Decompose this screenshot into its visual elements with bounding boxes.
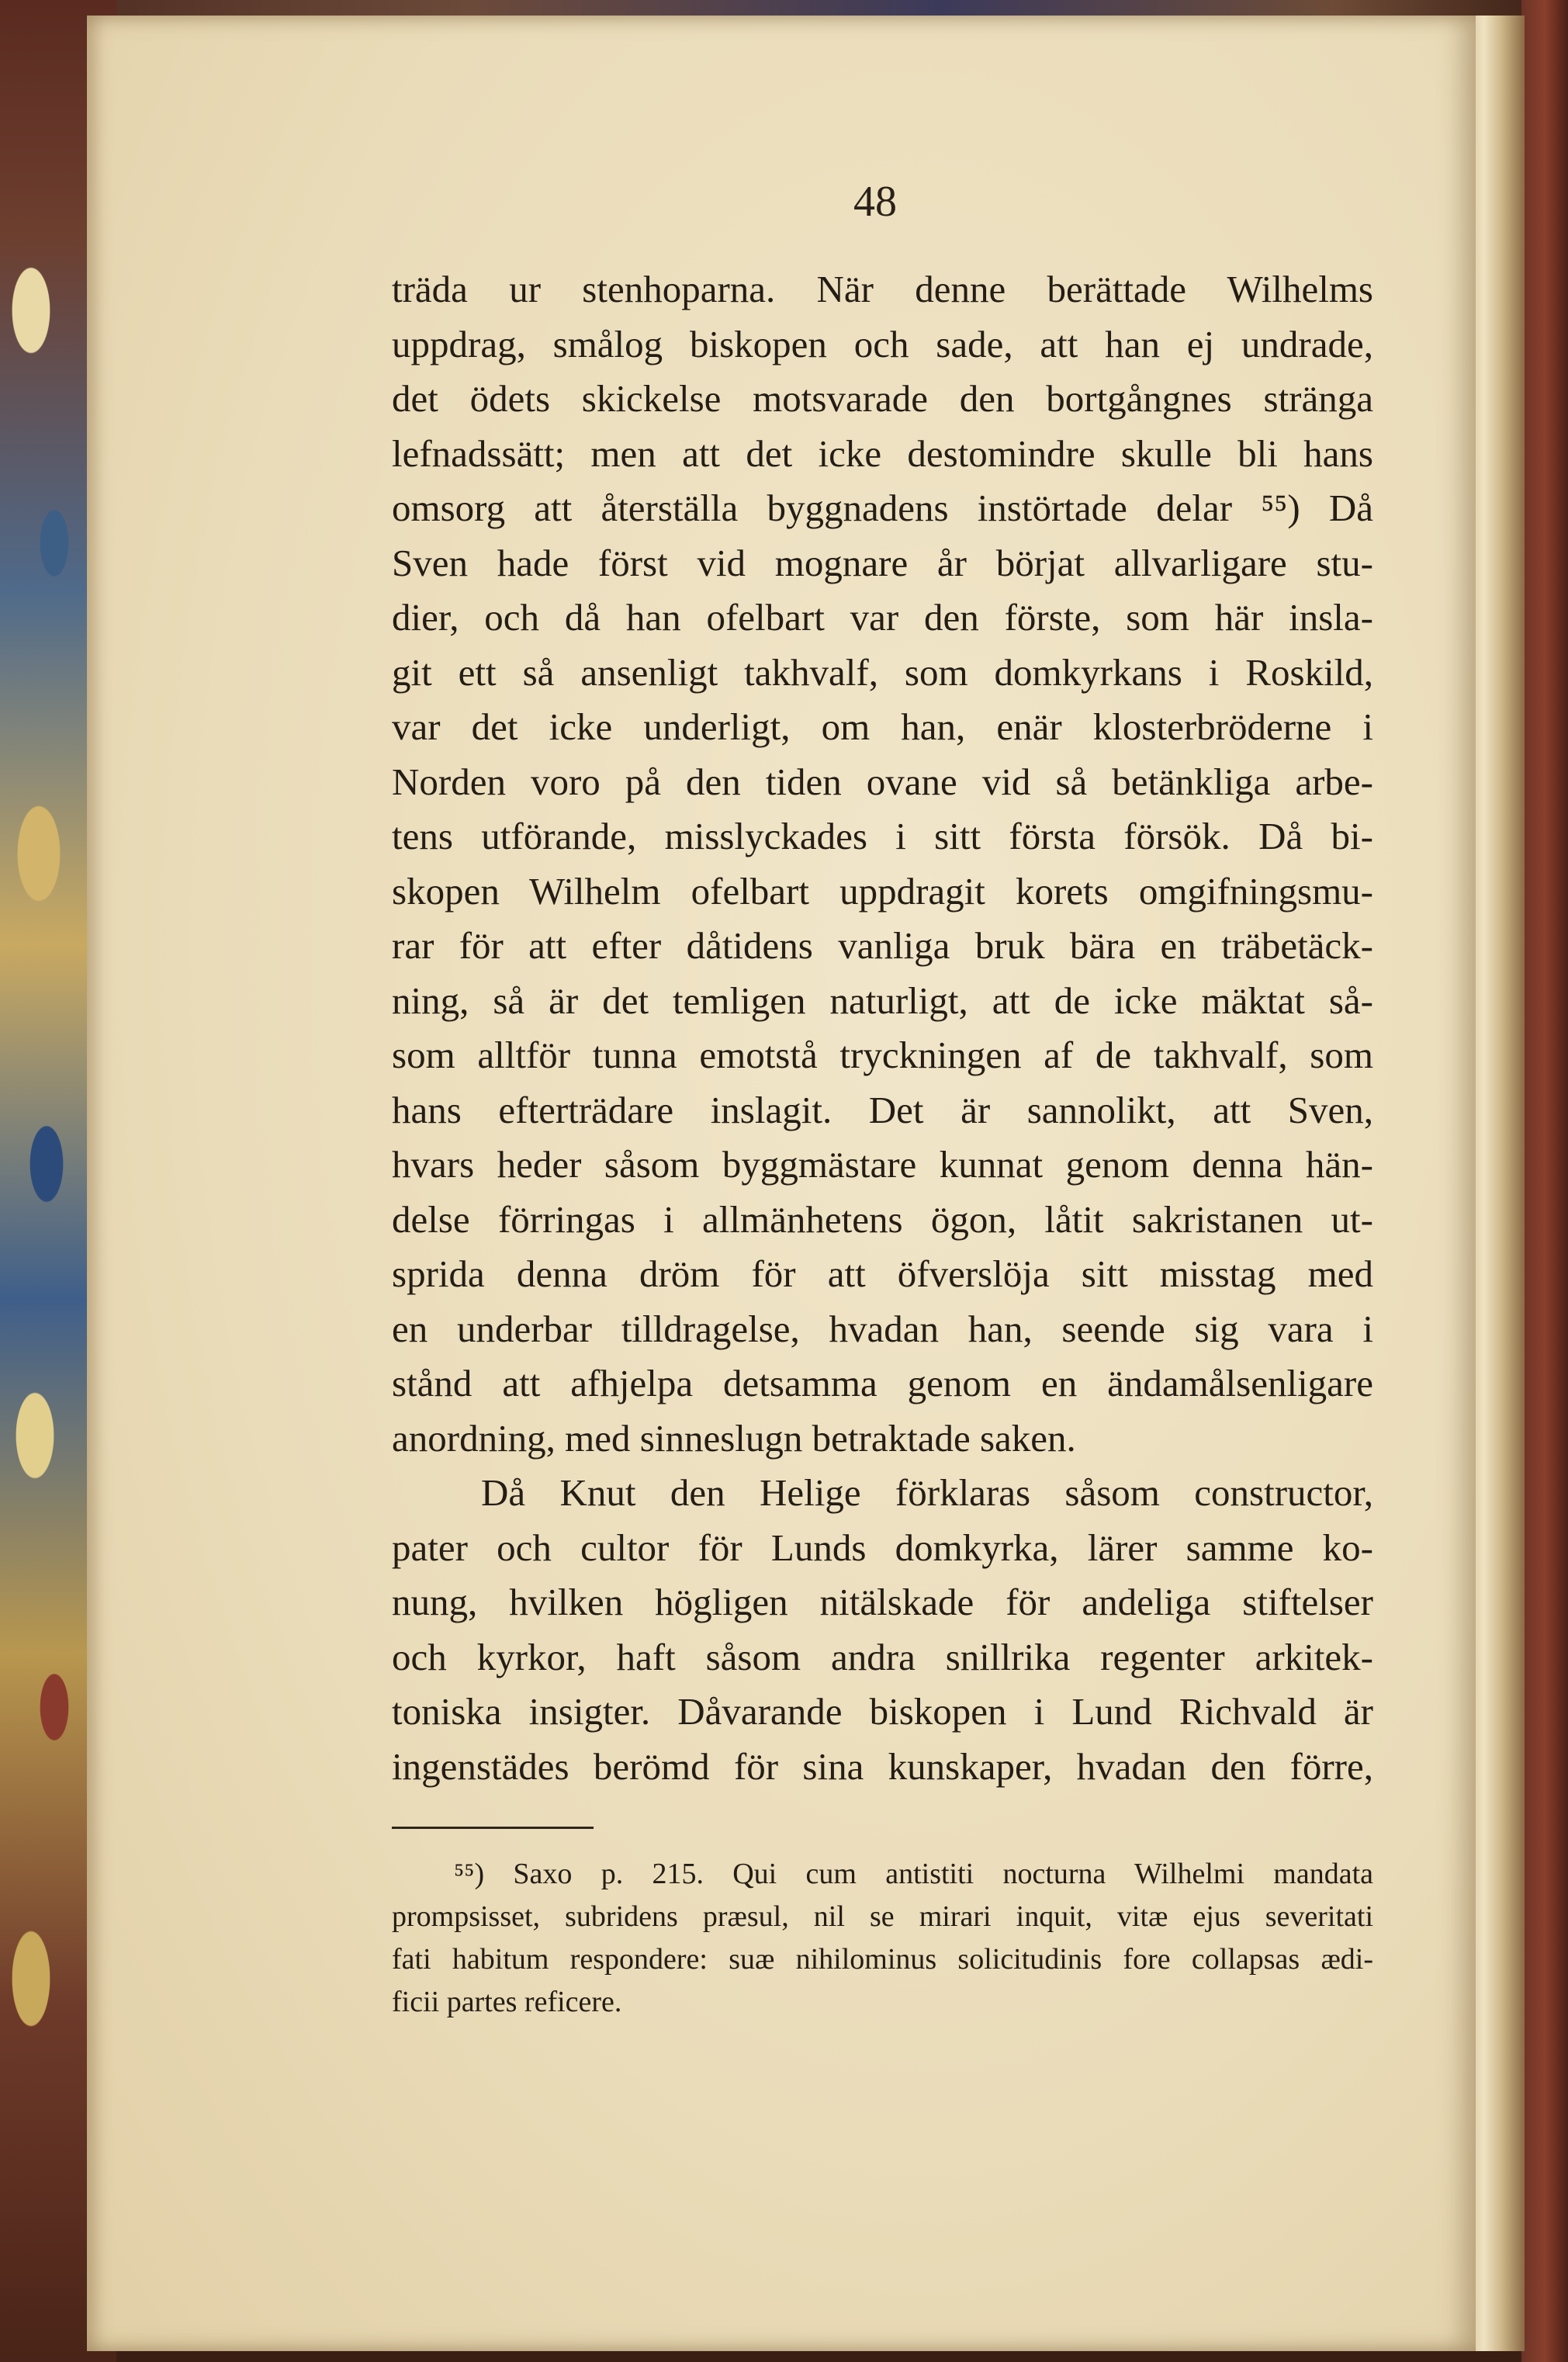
page-number: 48: [853, 178, 897, 226]
text-line: rar för att efter dåtidens vanliga bruk bära en träbetäck-: [392, 924, 1373, 967]
text-line: det ödets skickelse motsvarade den bortgångnes stränga: [392, 377, 1373, 420]
text-line: en underbar tilldragelse, hvadan han, seende sig vara i: [392, 1307, 1373, 1350]
text-line: dier, och då han ofelbart var den förste, som här insla-: [392, 596, 1373, 639]
text-line: tens utförande, misslyckades i sitt första försök. Då bi-: [392, 815, 1373, 857]
text-line: ingenstädes berömd för sina kunskaper, hvadan den förre,: [392, 1744, 1373, 1788]
body-text: [392, 262, 1373, 1794]
text-line: Norden voro på den tiden ovane vid så betänkliga arbe-: [392, 760, 1373, 803]
book-cover-right-edge: [1521, 0, 1568, 2362]
footnote-divider: [392, 1827, 594, 1829]
footnote-line: ficii partes reficere.: [392, 1986, 622, 2018]
footnote-line: fati habitum respondere: suæ nihilominus solicitudinis fore collapsas ædi-: [392, 1943, 1373, 1976]
text-line: ning, så är det temligen naturligt, att de icke mäktat så-: [392, 978, 1373, 1022]
text-line: sprida denna dröm för att öfverslöja sitt misstag med: [392, 1252, 1373, 1295]
text-line: git ett så ansenligt takhvalf, som domkyrkans i Roskild,: [392, 650, 1373, 694]
footnote-line: ⁵⁵) Saxo p. 215. Qui cum antistiti nocturna Wilhelmi mandata: [454, 1858, 1373, 1890]
text-line: uppdrag, smålog biskopen och sade, att han ej undrade,: [392, 322, 1373, 365]
text-line: hvars heder såsom byggmästare kunnat genom denna hän-: [392, 1143, 1373, 1186]
text-line: stånd att afhjelpa detsamma genom en ändamålsenligare: [392, 1362, 1373, 1404]
text-line: var det icke underligt, om han, enär klosterbröderne i: [392, 705, 1373, 748]
text-line: pater och cultor för Lunds domkyrka, lärer samme ko-: [392, 1526, 1373, 1569]
text-line: lefnadssätt; men att det icke destomindre skulle bli hans: [392, 431, 1373, 475]
text-line: och kyrkor, haft såsom andra snillrika regenter arkitek-: [392, 1635, 1373, 1678]
text-line: omsorg att återställa byggnadens instörtade delar ⁵⁵) Då: [392, 487, 1373, 529]
text-line: skopen Wilhelm ofelbart uppdragit korets omgifningsmu-: [392, 869, 1373, 913]
text-line: som alltför tunna emotstå tryckningen af de takhvalf, som: [392, 1034, 1373, 1076]
footnote: [392, 1853, 1373, 2024]
text-line: anordning, med sinneslugn betraktade saken.: [392, 1416, 1076, 1460]
footnote-line: prompsisset, subridens præsul, nil se mirari inquit, vitæ ejus severitati: [392, 1900, 1373, 1933]
text-line: toniska insigter. Dåvarande biskopen i Lund Richvald är: [392, 1690, 1373, 1733]
text-line: träda ur stenhoparna. När denne berättade Wilhelms: [392, 268, 1373, 310]
text-line: delse förringas i allmänhetens ögon, låtit sakristanen ut-: [392, 1197, 1373, 1241]
text-line: Sven hade först vid mognare år börjat allvarligare stu-: [392, 541, 1373, 584]
text-line: hans efterträdare inslagit. Det är sannolikt, att Sven,: [392, 1088, 1373, 1131]
text-line: nung, hvilken högligen nitälskade för andeliga stiftelser: [392, 1581, 1373, 1623]
text-line: Då Knut den Helige förklaras såsom constructor,: [481, 1471, 1373, 1514]
